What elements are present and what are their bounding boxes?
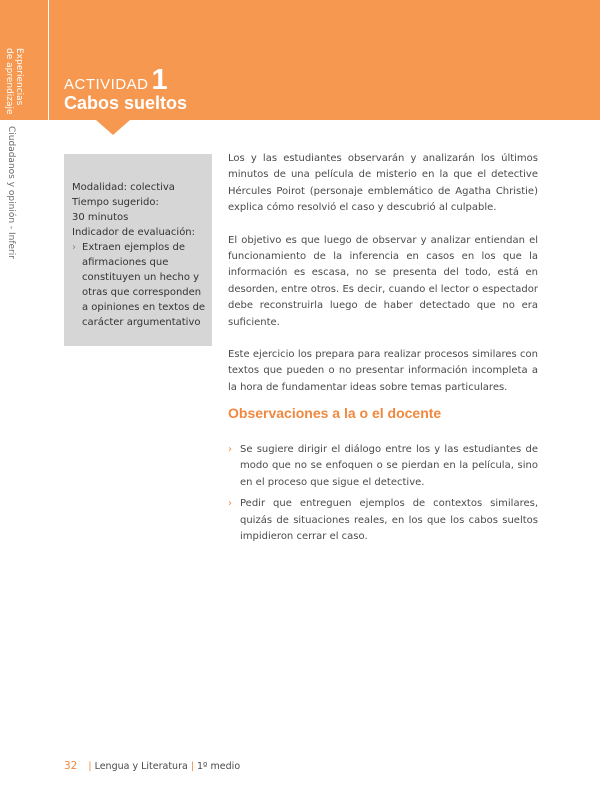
page-footer [64, 760, 240, 772]
bullet-icon: › [228, 498, 232, 510]
footer-separator: | [88, 761, 92, 772]
tiempo-label: Tiempo sugerido: [72, 197, 159, 208]
section-label-line2: de aprendizaje [4, 48, 14, 115]
body-text [228, 151, 538, 412]
footer-separator: | [190, 761, 195, 772]
header-notch [96, 120, 130, 135]
observacion-item [228, 496, 538, 545]
bullet-icon: › [228, 444, 232, 455]
activity-title: Cabos sueltos [64, 93, 188, 113]
section-label-line1: Experiencias [14, 48, 24, 106]
indicador-item [72, 240, 210, 330]
tiempo-value: 30 minutos [72, 212, 129, 223]
observacion-text: Pedir que entreguen ejemplos de contextos similares, quizás de situaciones reales, en los que los cabos sueltos impidieron cerrar el caso. [240, 498, 538, 543]
footer-grade: 1º medio [197, 761, 241, 772]
bullet-icon: › [72, 242, 76, 253]
observaciones-list [228, 442, 538, 550]
unit-label: Ciudadanos y opinión - Inferir [6, 126, 16, 259]
activity-label: ACTIVIDAD [64, 76, 149, 93]
info-box-content [72, 180, 210, 330]
modalidad-text: Modalidad: colectiva [72, 182, 175, 193]
observaciones-heading: Observaciones a la o el docente [228, 405, 442, 421]
observacion-item [228, 442, 538, 491]
indicador-item-text: Extraen ejemplos de afirmaciones que constituyen un hecho y otras que corresponden a opiniones en textos de carácter argumentativo [82, 242, 206, 328]
body-paragraph: Los y las estudiantes observarán y analizarán los últimos minutos de una película de misterio en la que el detective Hércules Poirot (personaje emblemático de Agatha Christie) explica cómo resolvió el caso y descubrió al culpable. [228, 153, 538, 214]
indicador-list [72, 240, 210, 330]
indicador-label: Indicador de evaluación: [72, 227, 196, 238]
section-label [4, 48, 24, 115]
observacion-text: Se sugiere dirigir el diálogo entre los y las estudiantes de modo que no se enfoquen o se pierdan en la película, sino en el proceso que sigue el detective. [240, 444, 538, 488]
activity-number: 1 [151, 64, 168, 96]
page-number: 32 [64, 760, 78, 772]
sidebar-divider [48, 0, 49, 120]
body-paragraph: El objetivo es que luego de observar y analizar entiendan el funcionamiento de la inferencia en casos en los que la información es escasa, no se presenta del todo, está en desorden, entre otros. Es decir, cuando el lector o espectador debe reconstruirla luego de haber detectado que no era suficiente. [228, 234, 538, 328]
body-paragraph: Este ejercicio los prepara para realizar procesos similares con textos que pueden o no presentar información incompleta a la hora de fundamentar ideas sobre temas particulares. [228, 349, 538, 393]
footer-subject: Lengua y Literatura [94, 761, 188, 772]
info-box [64, 154, 212, 346]
